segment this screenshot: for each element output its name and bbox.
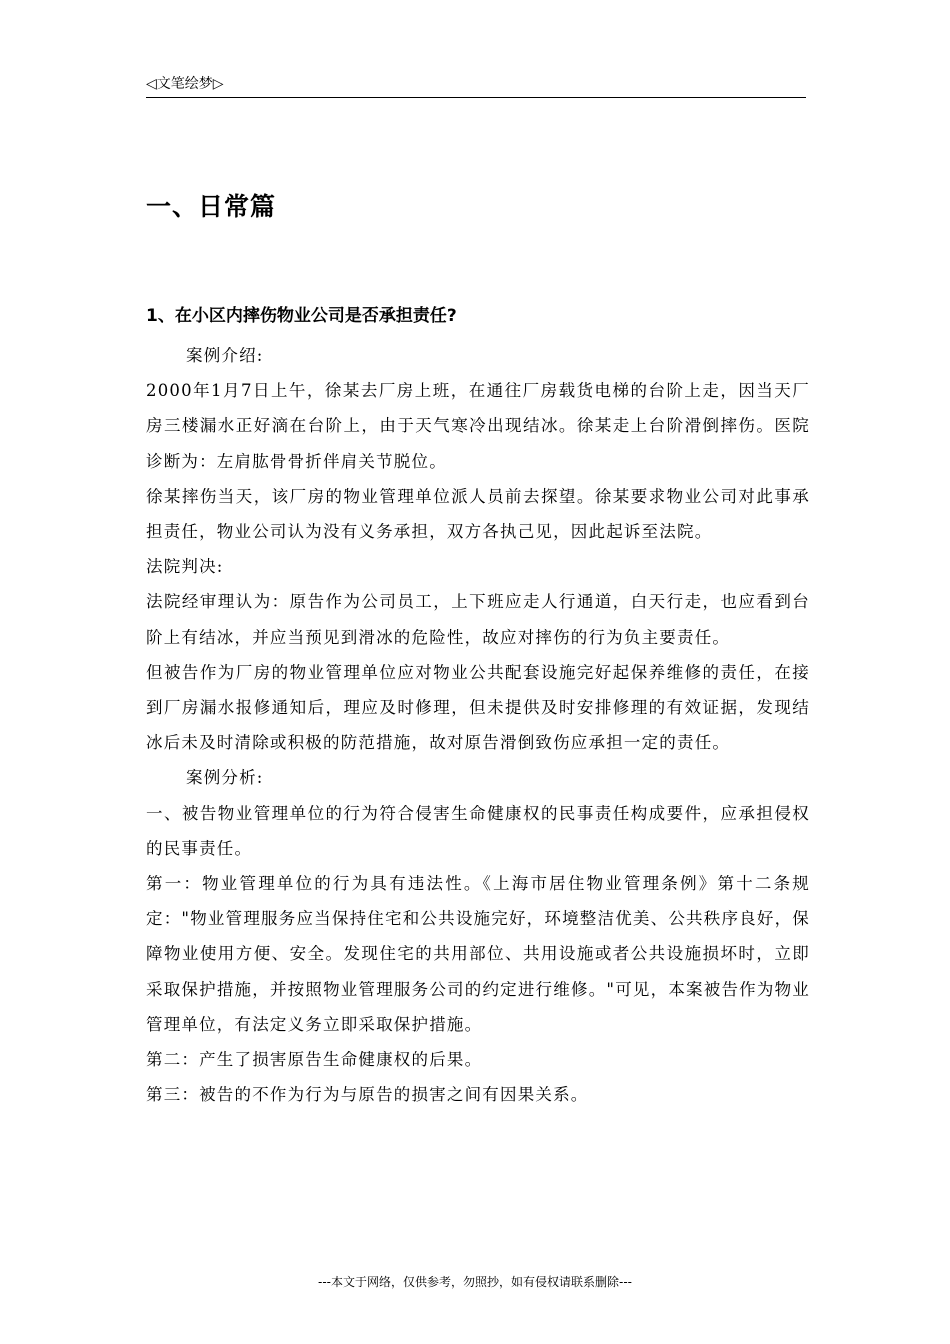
question-title: 1、在小区内摔伤物业公司是否承担责任? [146, 306, 457, 326]
case-analysis-heading: 案例分析: [186, 768, 264, 788]
paragraph: 第一：物业管理单位的行为具有违法性。《上海市居住物业管理条例》第十二条规定："物业管理服务应当保持住宅和公共设施完好，环境整洁优美、公共秩序良好，保障物业使用方便、安全。发现住宅的共用部位、共用设施或者公共设施损坏时，立即采取保护措施，并按照物业管理服务公司的约定进行维修。"可见，本案被告作为物业管理单位，有法定义务立即采取保护措施。 [146, 874, 810, 1034]
chapter-title: 一、日常篇 [146, 192, 277, 221]
page-footer: ---本文于网络，仅供参考，勿照抄，如有侵权请联系删除--- [318, 1275, 632, 1289]
paragraph: 徐某摔伤当天，该厂房的物业管理单位派人员前去探望。徐某要求物业公司对此事承担责任，物业公司认为没有义务承担，双方各执己见，因此起诉至法院。 [146, 486, 810, 542]
court-ruling-heading: 法院判决: [146, 557, 224, 577]
paragraph: 一、被告物业管理单位的行为符合侵害生命健康权的民事责任构成要件，应承担侵权的民事责任。 [146, 803, 810, 858]
paragraph: 第三：被告的不作为行为与原告的损害之间有因果关系。 [146, 1085, 589, 1105]
header-rule [146, 97, 806, 98]
paragraph: 法院经审理认为：原告作为公司员工，上下班应走人行通道，白天行走，也应看到台阶上有结冰，并应当预见到滑冰的危险性，故应对摔伤的行为负主要责任。 [146, 592, 810, 647]
paragraph: 2000年1月7日上午，徐某去厂房上班，在通往厂房载货电梯的台阶上走，因当天厂房三楼漏水正好滴在台阶上，由于天气寒冷出现结冰。徐某走上台阶滑倒摔伤。医院诊断为：左肩肱骨骨折伴肩关节脱位。 [146, 381, 810, 471]
paragraph: 第二：产生了损害原告生命健康权的后果。 [146, 1050, 483, 1070]
case-intro-heading: 案例介绍: [186, 346, 264, 365]
page-header: ◁文笔绘梦▷ [146, 76, 224, 92]
document-body [146, 338, 810, 1112]
paragraph: 但被告作为厂房的物业管理单位应对物业公共配套设施完好起保养维修的责任，在接到厂房漏水报修通知后，理应及时修理，但未提供及时安排修理的有效证据，发现结冰后未及时清除或积极的防范措施，故对原告滑倒致伤应承担一定的责任。 [146, 662, 810, 753]
